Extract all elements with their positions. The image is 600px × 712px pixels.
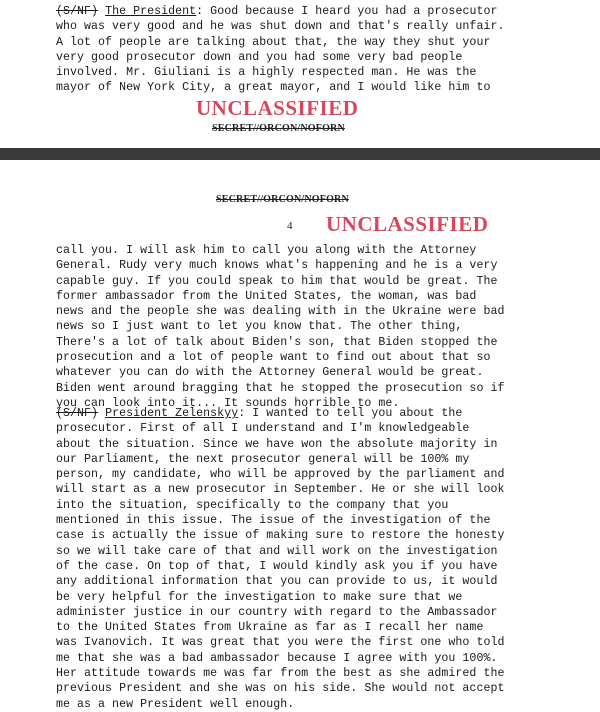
text-line: so we will take care of that and will work on the investigation [56,544,498,558]
text-line: any additional information that you can provide to us, it would [56,575,498,589]
text-line: mayor of New York City, a great mayor, and I would like him to [56,81,491,95]
text-line: : Good because I heard you had a prosecutor [196,5,498,18]
text-line: previous President and she was on his side. She would not accept [56,682,505,696]
unclassified-stamp: UNCLASSIFIED [196,96,359,120]
text-line: to the United States from Ukraine as far as I recall her name [56,621,484,635]
text-line: Biden went around bragging that he stopped the prosecution so if [56,381,505,395]
text-line: me as a new President well enough. [56,697,295,711]
speaker-name: President Zelenskyy [105,407,239,420]
text-line: will start as a new prosecutor in September. He or she will look [56,483,505,497]
text-line: former ambassador from the United States, the woman, was bad [56,289,477,303]
text-line: prosecutor. First of all I understand and I'm knowledgeable [56,422,470,436]
document-page-top [0,0,600,148]
text-line: : I wanted to tell you about the [238,407,463,420]
text-line: General. Rudy very much knows what's happening and he is a very [56,259,498,273]
text-line: very good prosecutor down and you had some very bad people [56,50,463,64]
text-line: our Parliament, the next prosecutor general will be 100% my [56,452,470,466]
text-line: involved. Mr. Giuliani is a highly respected man. He was the [56,66,477,80]
text-line: be very helpful for the investigation to make sure that we [56,590,463,604]
text-line: who was very good and he was shut down and that's really unfair. [56,20,505,34]
transcript-paragraph-2 [56,406,556,712]
transcript-paragraph-top [56,4,556,96]
text-line: news and the people she was dealing with in the Ukraine were bad [56,305,505,319]
text-line: case is actually the issue of making sure to restore the honesty [56,529,505,543]
text-line: A lot of people are talking about that, the way they shut your [56,35,491,49]
text-line: call you. I will ask him to call you along with the Attorney [56,244,477,257]
unclassified-stamp: UNCLASSIFIED [326,212,489,236]
text-line: administer justice in our country with regard to the Ambassador [56,605,498,619]
text-line: prosecution and a lot of people want to find out about that so [56,351,491,365]
text-line: about the situation. Since we have won the absolute majority in [56,437,498,451]
document-page-bottom [0,160,600,711]
page-number: 4 [287,220,293,232]
text-line: whatever you can do with the Attorney General would be great. [56,366,484,380]
text-line: of the case. On top of that, I would kindly ask you if you have [56,559,498,573]
text-line: There's a lot of talk about Biden's son, that Biden stopped the [56,335,498,349]
text-line: me that she was a bad ambassador because I agree with you 100%. [56,651,498,665]
text-line: you can look into it... It sounds horrible to me. [56,396,400,410]
classification-footer: SECRET//ORCON/NOFORN [212,123,345,134]
page-separator [0,148,600,160]
text-line: mentioned in this issue. The issue of the investigation of the [56,514,491,528]
text-line: person, my candidate, who will be approved by the parliament and [56,468,505,482]
speaker-name: The President [105,5,197,18]
text-line: news so I just want to let you know that. The other thing, [56,320,463,334]
text-line: into the situation, specifically to the company that you [56,498,449,512]
classification-marking: (S/NF) [56,407,99,420]
text-line: was Ivanovich. It was great that you were the first one who told [56,636,505,650]
text-line: capable guy. If you could speak to him that would be great. The [56,274,498,288]
classification-header: SECRET//ORCON/NOFORN [216,194,349,205]
text-line: Her attitude towards me was far from the best as she admired the [56,667,505,681]
transcript-paragraph-1 [56,243,556,411]
classification-marking: (S/NF) [56,5,99,18]
